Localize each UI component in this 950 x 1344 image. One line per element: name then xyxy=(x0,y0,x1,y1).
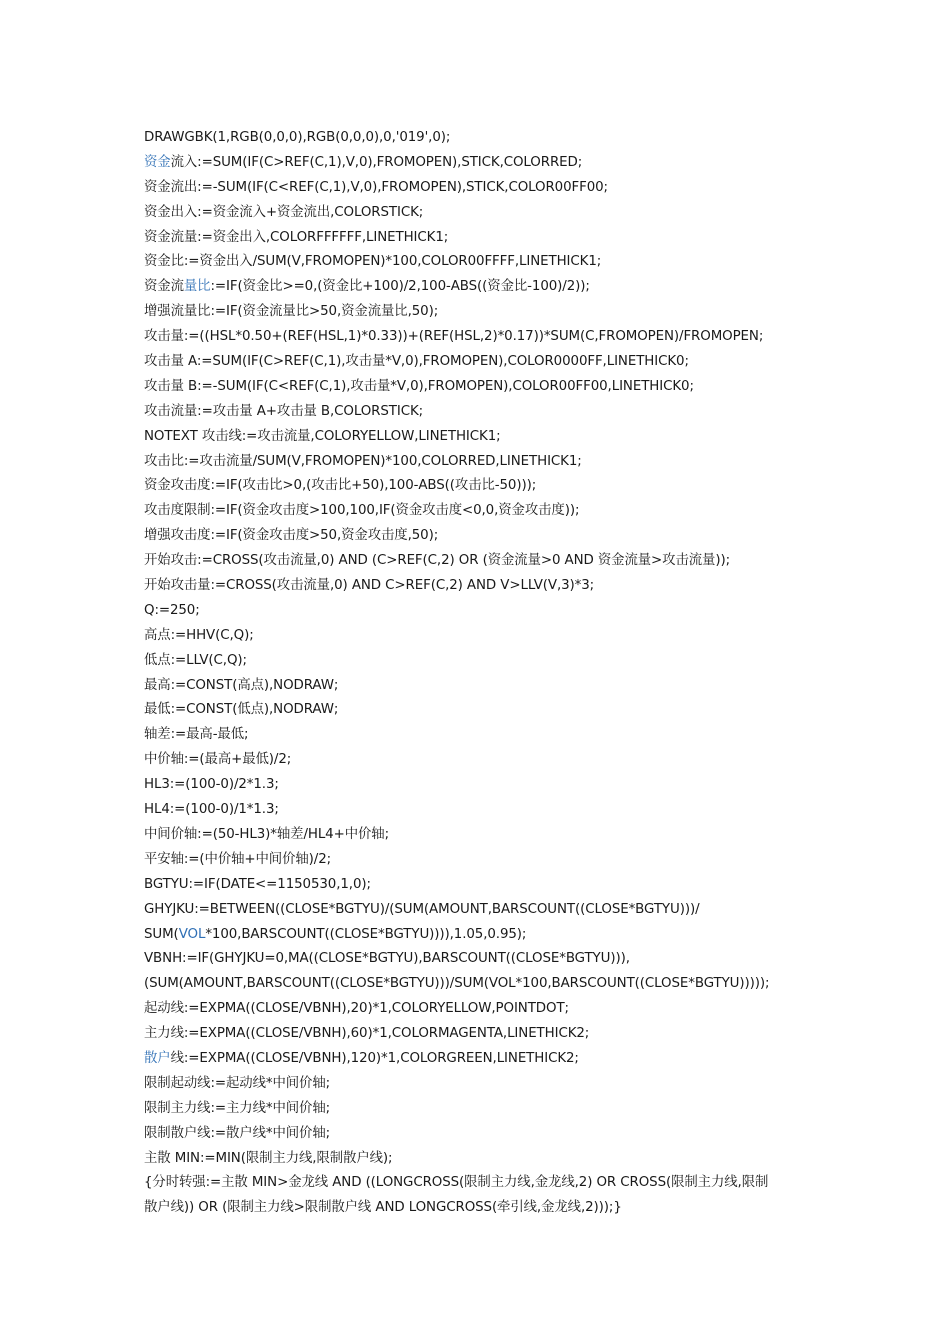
code-line xyxy=(144,275,824,300)
code-line: 开始攻击量:=CROSS(攻击流量,0) AND C>REF(C,2) AND V>LLV(V,3)*3; xyxy=(144,578,595,594)
code-line xyxy=(144,1047,824,1072)
code-line: GHYJKU:=BETWEEN((CLOSE*BGTYU)/(SUM(AMOUNT,BARSCOUNT((CLOSE*BGTYU)))/ xyxy=(144,901,700,917)
code-line-suffix: *100,BARSCOUNT((CLOSE*BGTYU)))),1.05,0.95); xyxy=(205,926,527,942)
code-line: 散户线)) OR (限制主力线>限制散户线 AND LONGCROSS(牵引线,金龙线,2)));} xyxy=(144,1200,622,1216)
code-line: 资金流量:=资金出入,COLORFFFFFF,LINETHICK1; xyxy=(144,229,449,245)
code-line: NOTEXT 攻击线:=攻击流量,COLORYELLOW,LINETHICK1; xyxy=(144,428,501,444)
code-line: 增强流量比:=IF(资金流量比>50,资金流量比,50); xyxy=(144,304,439,320)
code-line: VBNH:=IF(GHYJKU=0,MA((CLOSE*BGTYU),BARSCOUNT((CLOSE*BGTYU))), xyxy=(144,951,630,967)
code-line: 低点:=LLV(C,Q); xyxy=(144,652,247,668)
code-line: 攻击流量:=攻击量 A+攻击量 B,COLORSTICK; xyxy=(144,403,424,419)
code-line: 资金攻击度:=IF(攻击比>0,(攻击比+50),100-ABS((攻击比-50))); xyxy=(144,478,537,494)
code-line: 起动线:=EXPMA((CLOSE/VBNH),20)*1,COLORYELLOW,POINTDOT; xyxy=(144,1001,569,1017)
code-line: Q:=250; xyxy=(144,602,200,618)
code-line: 限制散户线:=散户线*中间价轴; xyxy=(144,1125,331,1141)
code-line: {分时转强:=主散 MIN>金龙线 AND ((LONGCROSS(限制主力线,金龙线,2) OR CROSS(限制主力线,限制 xyxy=(144,1175,769,1191)
code-line-prefix: SUM( xyxy=(144,926,179,942)
code-line: 平安轴:=(中价轴+中间价轴)/2; xyxy=(144,851,332,867)
code-line-suffix: 流入:=SUM(IF(C>REF(C,1),V,0),FROMOPEN),STICK,COLORRED; xyxy=(170,154,583,170)
formula-document xyxy=(144,126,824,1221)
code-line: 开始攻击:=CROSS(攻击流量,0) AND (C>REF(C,2) OR (资金流量>0 AND 资金流量>攻击流量)); xyxy=(144,553,730,569)
code-line: (SUM(AMOUNT,BARSCOUNT((CLOSE*BGTYU)))/SUM(VOL*100,BARSCOUNT((CLOSE*BGTYU))))); xyxy=(144,976,770,992)
highlighted-keyword[interactable]: VOL xyxy=(178,926,206,942)
code-line: 主力线:=EXPMA((CLOSE/VBNH),60)*1,COLORMAGENTA,LINETHICK2; xyxy=(144,1026,590,1042)
code-line: 高点:=HHV(C,Q); xyxy=(144,627,254,643)
code-line: 攻击度限制:=IF(资金攻击度>100,100,IF(资金攻击度<0,0,资金攻击度)); xyxy=(144,503,580,519)
code-line: 最低:=CONST(低点),NODRAW; xyxy=(144,702,339,718)
code-line: 增强攻击度:=IF(资金攻击度>50,资金攻击度,50); xyxy=(144,528,439,544)
code-line: 攻击比:=攻击流量/SUM(V,FROMOPEN)*100,COLORRED,LINETHICK1; xyxy=(144,453,582,469)
code-line xyxy=(144,923,824,948)
code-line: BGTYU:=IF(DATE<=1150530,1,0); xyxy=(144,876,371,892)
code-line: HL4:=(100-0)/1*1.3; xyxy=(144,802,279,818)
code-line: 最高:=CONST(高点),NODRAW; xyxy=(144,677,339,693)
code-line: 资金比:=资金出入/SUM(V,FROMOPEN)*100,COLOR00FFFF,LINETHICK1; xyxy=(144,254,602,270)
code-line xyxy=(144,151,824,176)
code-line: 中价轴:=(最高+最低)/2; xyxy=(144,752,292,768)
code-line-suffix: 线:=EXPMA((CLOSE/VBNH),120)*1,COLORGREEN,LINETHICK2; xyxy=(170,1050,579,1066)
highlighted-keyword[interactable]: 资金 xyxy=(144,154,171,170)
highlighted-keyword[interactable]: 量比 xyxy=(183,279,211,295)
code-line: 中间价轴:=(50-HL3)*轴差/HL4+中价轴; xyxy=(144,826,390,842)
code-line-suffix: :=IF(资金比>=0,(资金比+100)/2,100-ABS((资金比-100)/2)); xyxy=(210,279,590,295)
code-line: 攻击量 A:=SUM(IF(C>REF(C,1),攻击量*V,0),FROMOPEN),COLOR0000FF,LINETHICK0; xyxy=(144,354,689,370)
code-line: HL3:=(100-0)/2*1.3; xyxy=(144,777,279,793)
code-line: 主散 MIN:=MIN(限制主力线,限制散户线); xyxy=(144,1150,393,1166)
code-line: 限制主力线:=主力线*中间价轴; xyxy=(144,1100,331,1116)
code-line: 资金流出:=-SUM(IF(C<REF(C,1),V,0),FROMOPEN),STICK,COLOR00FF00; xyxy=(144,179,608,195)
code-line: 限制起动线:=起动线*中间价轴; xyxy=(144,1075,331,1091)
highlighted-keyword[interactable]: 散户 xyxy=(144,1050,171,1066)
code-line: 攻击量:=((HSL*0.50+(REF(HSL,1)*0.33))+(REF(HSL,2)*0.17))*SUM(C,FROMOPEN)/FROMOPEN; xyxy=(144,329,764,345)
code-line: 资金出入:=资金流入+资金流出,COLORSTICK; xyxy=(144,204,424,220)
code-line: 攻击量 B:=-SUM(IF(C<REF(C,1),攻击量*V,0),FROMOPEN),COLOR00FF00,LINETHICK0; xyxy=(144,378,694,394)
code-line-prefix: 资金流 xyxy=(144,279,184,295)
code-line: DRAWGBK(1,RGB(0,0,0),RGB(0,0,0),0,'019',0); xyxy=(144,130,451,145)
code-line: 轴差:=最高-最低; xyxy=(144,727,249,743)
